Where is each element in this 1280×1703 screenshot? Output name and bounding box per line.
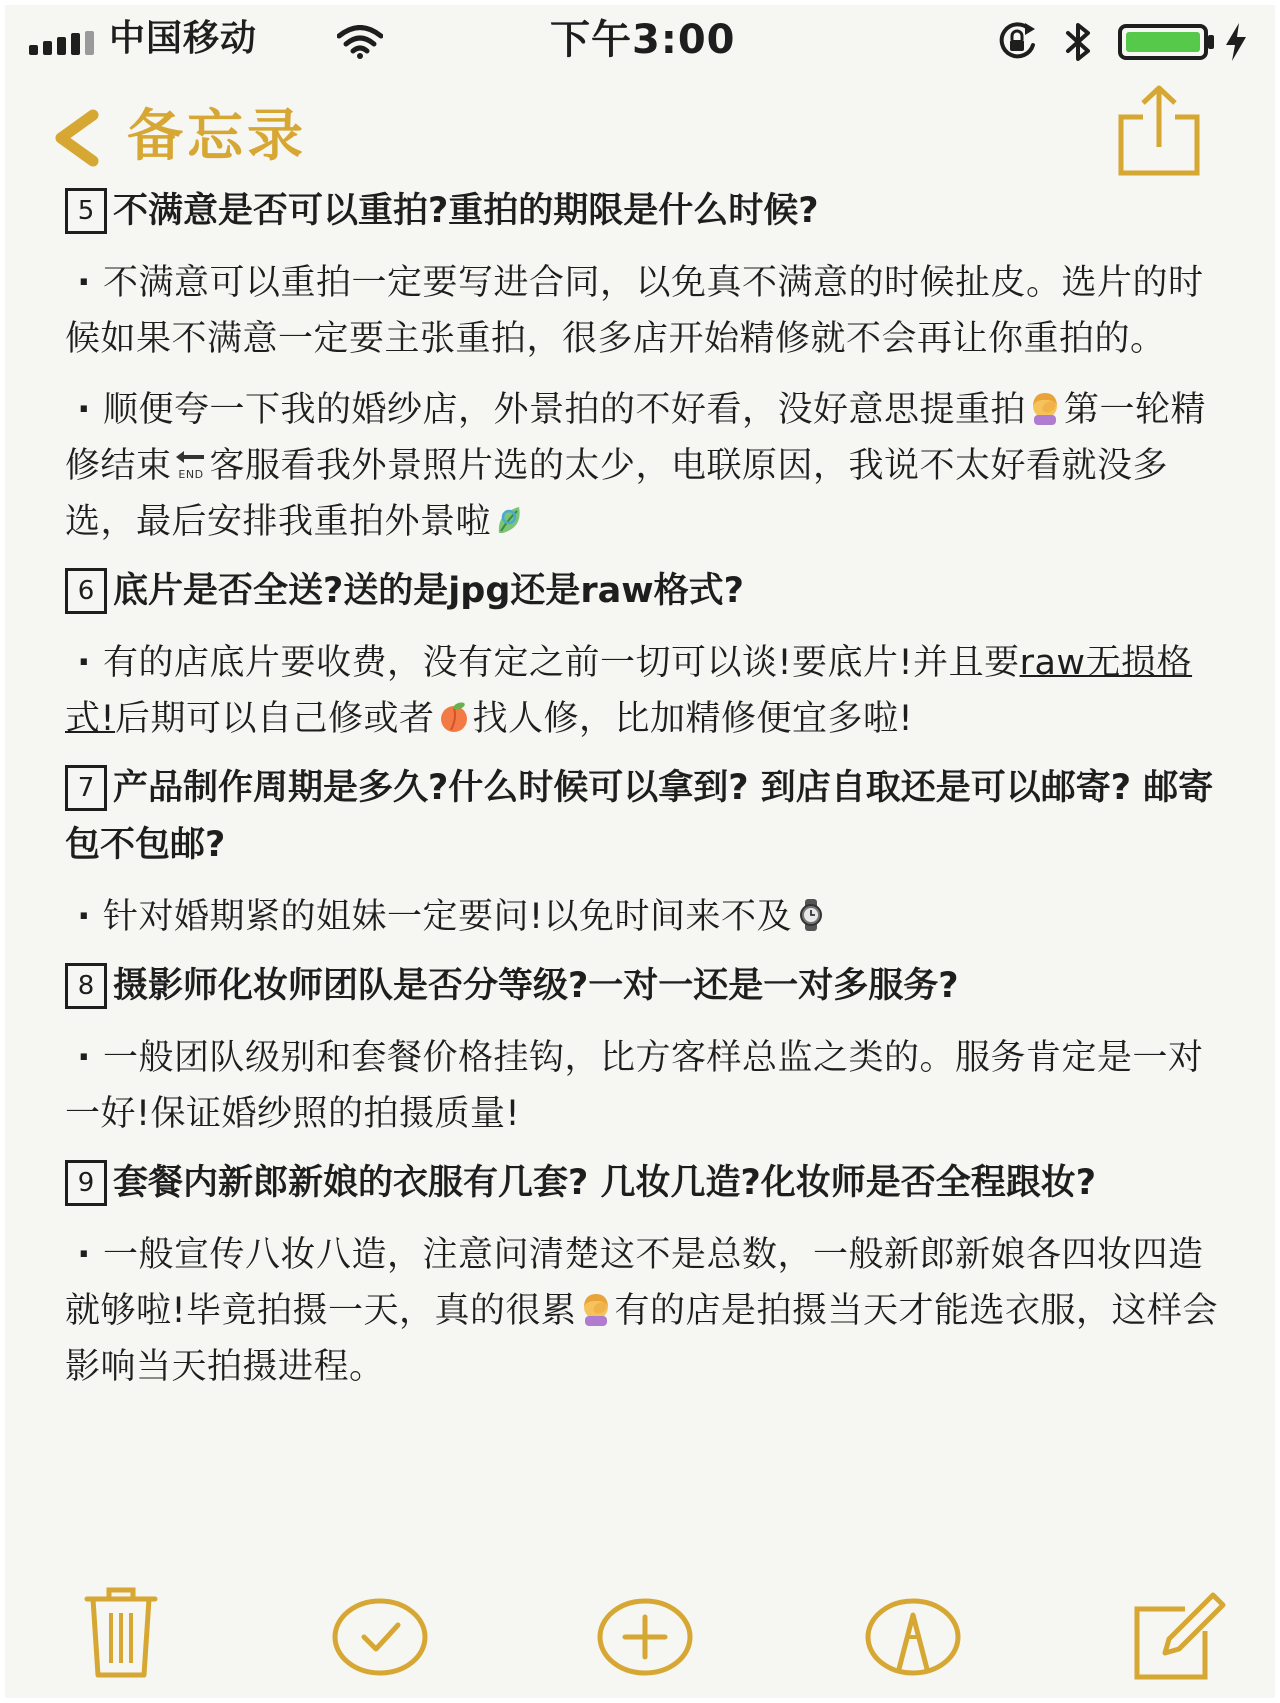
answer-9-text-1a: 一般宣传八妆八造，注意问清楚这不是总数，一般新郎新娘各四妆四造就够啦!毕竟拍摄一天，真的很累 bbox=[65, 1235, 1204, 1331]
bullet: · bbox=[77, 897, 91, 937]
answer-8-text-1: 一般团队级别和套餐价格挂钩，比方客样总监之类的。服务肯定是一对一好!保证婚纱照的拍摄质量! bbox=[65, 1038, 1204, 1134]
answer-5-text-2b: 第一轮精修结束 bbox=[65, 390, 1207, 486]
answer-5-text-2c: 客服看我外景照片选的太少，电联原因，我说不太好看就没多选，最后安排我重拍外景啦 bbox=[65, 446, 1169, 542]
watch-emoji bbox=[794, 898, 828, 932]
question-6 bbox=[65, 563, 1220, 620]
question-5 bbox=[65, 183, 1220, 240]
wifi-icon bbox=[337, 25, 383, 59]
chevron-left-icon bbox=[49, 109, 105, 167]
answer-7-paragraph-1 bbox=[65, 889, 1220, 945]
answer-5-paragraph-2 bbox=[65, 382, 1220, 550]
signal-icon bbox=[29, 31, 99, 55]
question-8-text: 摄影师化妆师团队是否分等级?一对一还是一对多服务? bbox=[113, 966, 959, 1006]
question-6-text: 底片是否全送?送的是jpg还是raw格式? bbox=[113, 571, 744, 611]
question-8 bbox=[65, 958, 1220, 1015]
compose-icon[interactable] bbox=[1127, 1585, 1227, 1685]
answer-6-paragraph-1 bbox=[65, 635, 1220, 747]
bullet: · bbox=[77, 390, 91, 430]
checklist-icon[interactable] bbox=[330, 1585, 430, 1685]
battery-icon bbox=[1118, 24, 1216, 60]
answer-6-text-1a: 有的店底片要收费，没有定之前一切可以谈!要底片!并且要 bbox=[103, 643, 1020, 683]
back-button[interactable] bbox=[49, 97, 339, 173]
question-9-text: 套餐内新郎新娘的衣服有几套? 几妆几造?化妆师是否全程跟妆? bbox=[113, 1163, 1097, 1203]
status-bar bbox=[5, 5, 1275, 75]
bullet: · bbox=[77, 263, 91, 303]
bluetooth-icon bbox=[1063, 21, 1093, 63]
number-box-6: 6 bbox=[65, 568, 107, 614]
end-arrow-emoji bbox=[174, 447, 208, 481]
question-5-text: 不满意是否可以重拍?重拍的期限是什么时候? bbox=[113, 191, 819, 231]
bullet: · bbox=[77, 643, 91, 683]
answer-9-paragraph-1 bbox=[65, 1227, 1220, 1395]
bullet: · bbox=[77, 1038, 91, 1078]
number-box-7: 7 bbox=[65, 765, 107, 811]
nav-bar bbox=[5, 83, 1275, 183]
number-box-8: 8 bbox=[65, 963, 107, 1009]
answer-5-paragraph-1 bbox=[65, 255, 1220, 367]
answer-7-text-1: 针对婚期紧的姐妹一定要问!以免时间来不及 bbox=[103, 897, 793, 937]
rotation-lock-icon bbox=[995, 21, 1039, 61]
bottom-toolbar bbox=[5, 1585, 1275, 1685]
leaf-emoji bbox=[493, 503, 527, 537]
number-box-9: 9 bbox=[65, 1160, 107, 1206]
question-9 bbox=[65, 1155, 1220, 1212]
trash-icon[interactable] bbox=[81, 1585, 161, 1685]
peach-emoji bbox=[437, 700, 471, 734]
add-icon[interactable] bbox=[595, 1585, 695, 1685]
back-label: 备忘录 bbox=[127, 104, 307, 169]
note-body[interactable] bbox=[65, 183, 1220, 1395]
charging-icon bbox=[1223, 21, 1249, 63]
facepalm-emoji bbox=[579, 1292, 613, 1326]
answer-6-text-1b: 后期可以自己修或者 bbox=[115, 699, 435, 739]
question-7-text: 产品制作周期是多久?什么时候可以拿到? 到店自取还是可以邮寄? 邮寄包不包邮? bbox=[65, 768, 1214, 865]
answer-5-text-1: 不满意可以重拍一定要写进合同，以免真不满意的时候扯皮。选片的时候如果不满意一定要主张重拍，很多店开始精修就不会再让你重拍的。 bbox=[65, 263, 1204, 359]
question-7 bbox=[65, 760, 1220, 874]
notes-screen bbox=[5, 5, 1275, 1698]
sketch-icon[interactable] bbox=[863, 1585, 963, 1685]
answer-9-text-1b: 有的店是拍摄当天才能选衣服，这样会影响当天拍摄进程。 bbox=[65, 1291, 1219, 1387]
bullet: · bbox=[77, 1235, 91, 1275]
number-box-5: 5 bbox=[65, 188, 107, 234]
svg-text:END: END bbox=[177, 468, 204, 481]
answer-6-text-1c: 找人修，比加精修便宜多啦! bbox=[472, 699, 914, 739]
carrier-name: 中国移动 bbox=[109, 18, 258, 59]
answer-6-underlined-text: raw无损格式! bbox=[65, 643, 1193, 739]
status-time: 下午3:00 bbox=[550, 17, 736, 63]
answer-8-paragraph-1 bbox=[65, 1030, 1220, 1142]
share-icon[interactable] bbox=[1115, 85, 1203, 177]
facepalm-emoji bbox=[1028, 391, 1062, 425]
answer-5-text-2a: 顺便夸一下我的婚纱店，外景拍的不好看，没好意思提重拍 bbox=[103, 390, 1027, 430]
